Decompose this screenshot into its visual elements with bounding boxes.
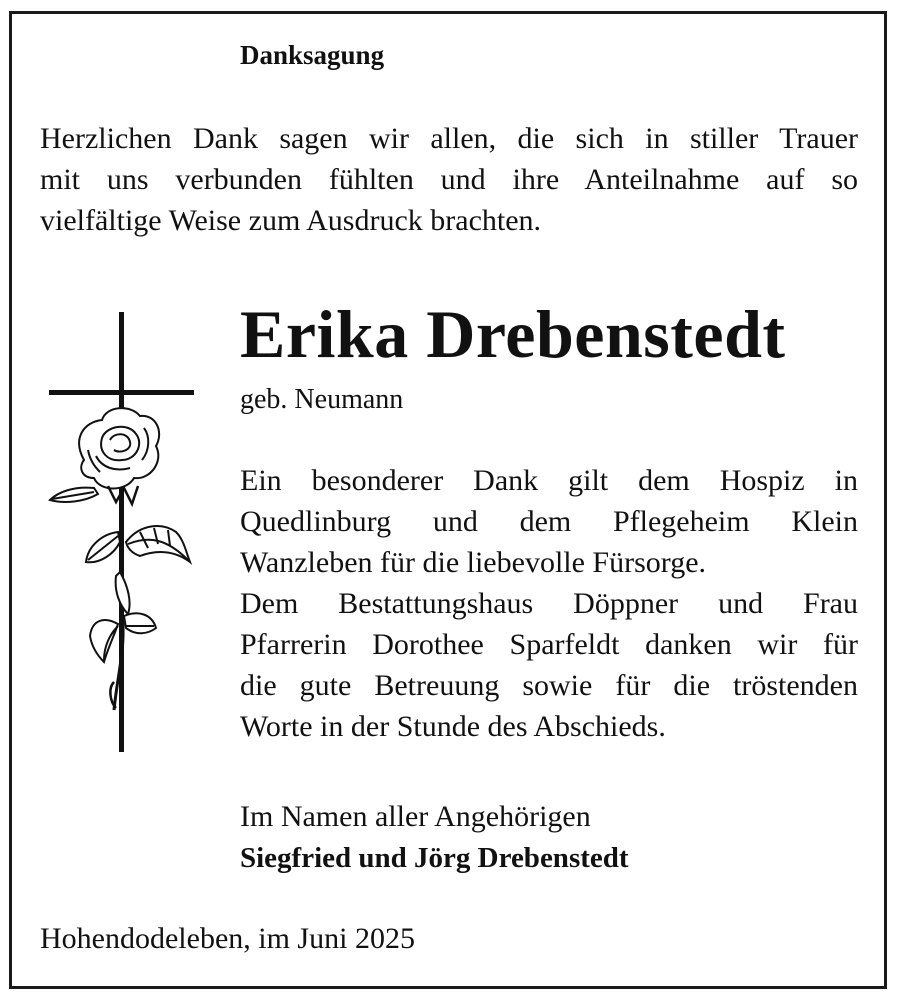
intro-paragraph — [40, 118, 858, 241]
signers-names: Siegfried und Jörg Drebenstedt — [240, 842, 629, 874]
thanks-line: Pfarrerin Dorothee Sparfeldt danken wir für — [240, 628, 858, 661]
intro-line: vielfältige Weise zum Ausdruck brachten. — [40, 204, 542, 237]
thanks-line: Quedlinburg und dem Pflegeheim Klein — [240, 505, 858, 538]
maiden-name: geb. Neumann — [240, 384, 404, 415]
cross-with-rose-icon — [44, 310, 204, 755]
notice-heading: Danksagung — [240, 40, 385, 70]
thanks-line: Worte in der Stunde des Abschieds. — [240, 710, 666, 743]
thanks-line: die gute Betreuung sowie für die tröstenden — [240, 669, 858, 702]
thanks-line: Dem Bestattungshaus Döppner und Frau — [240, 587, 858, 620]
intro-line: mit uns verbunden fühlten und ihre Anteilnahme auf so — [40, 163, 858, 196]
intro-line: Herzlichen Dank sagen wir allen, die sich in stiller Trauer — [40, 122, 858, 155]
deceased-name: Erika Drebenstedt — [240, 296, 786, 372]
thanks-paragraph — [240, 460, 858, 747]
signoff-text: Im Namen aller Angehörigen — [240, 800, 591, 833]
thanks-line: Wanzleben für die liebevolle Fürsorge. — [240, 546, 707, 579]
place-date: Hohendodeleben, im Juni 2025 — [40, 922, 415, 955]
thanks-line: Ein besonderer Dank gilt dem Hospiz in — [240, 464, 858, 497]
